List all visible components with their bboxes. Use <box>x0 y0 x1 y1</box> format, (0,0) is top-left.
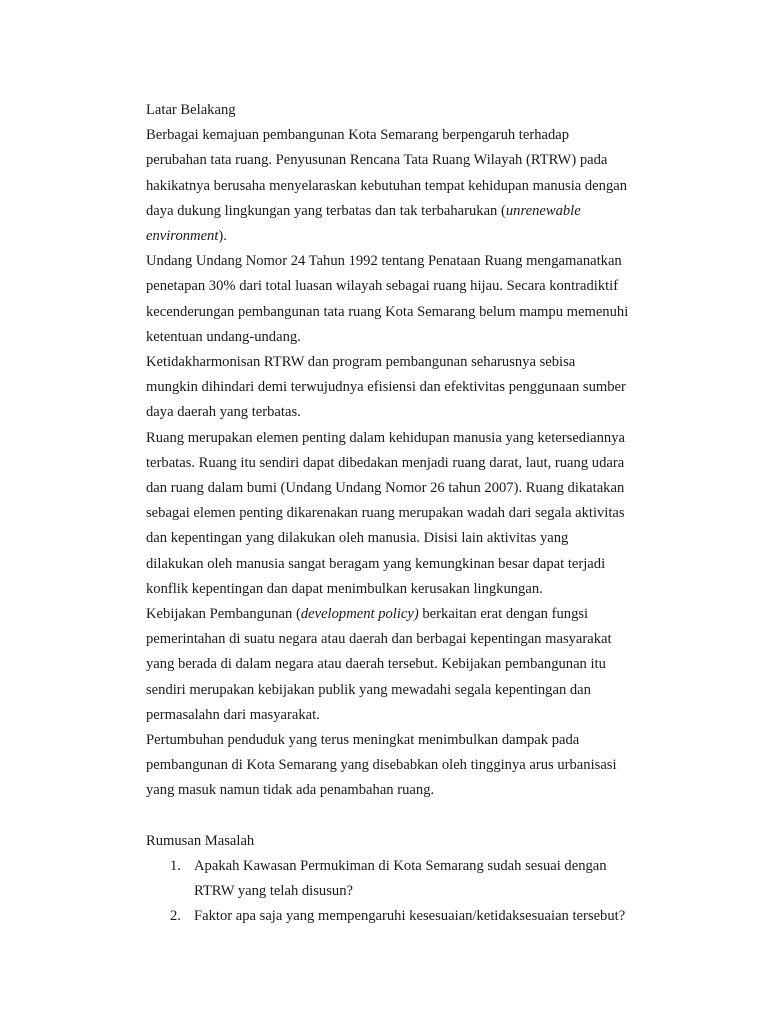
paragraph-2 <box>146 249 666 350</box>
text-line: RTRW yang telah disusun? <box>194 883 353 900</box>
list-number: 2. <box>170 908 181 925</box>
problem-list <box>146 854 666 930</box>
text-run: daya dukung lingkungan yang terbatas dan tak terbaharukan ( <box>146 202 506 219</box>
text-line: dilakukan oleh manusia sangat beragam yang kemungkinan besar dapat terjadi <box>146 555 606 572</box>
text-line <box>146 199 666 224</box>
list-item <box>146 904 666 929</box>
text-run: ). <box>218 228 227 245</box>
paragraph-3 <box>146 350 666 426</box>
text-line <box>146 602 666 627</box>
paragraph-1 <box>146 123 666 249</box>
text-line: terbatas. Ruang itu sendiri dapat dibedakan menjadi ruang darat, laut, ruang udara <box>146 454 625 471</box>
italic-term: development policy) <box>300 606 419 623</box>
document-page <box>146 98 666 930</box>
text-run: Kebijakan Pembangunan ( <box>146 606 301 623</box>
text-line: Ruang merupakan elemen penting dalam kehidupan manusia yang ketersediannya <box>146 429 625 446</box>
text-line: pembangunan di Kota Semarang yang disebabkan oleh tingginya arus urbanisasi <box>146 757 617 774</box>
text-run: berkaitan erat dengan fungsi <box>418 606 589 623</box>
paragraph-5 <box>146 602 666 728</box>
text-line: Pertumbuhan penduduk yang terus meningkat menimbulkan dampak pada <box>146 732 580 749</box>
text-line: ketentuan undang-undang. <box>146 328 301 345</box>
text-line: sebagai elemen penting dikarenakan ruang merupakan wadah dari segala aktivitas <box>146 505 625 522</box>
text-line: Ketidakharmonisan RTRW dan program pembangunan seharusnya sebisa <box>146 354 576 371</box>
section-heading-latar-belakang: Latar Belakang <box>146 102 236 118</box>
blank-line <box>146 804 666 829</box>
text-line <box>146 224 666 249</box>
text-line: hakikatnya berusaha menyelaraskan kebutuhan tempat kehidupan manusia dengan <box>146 177 628 194</box>
text-line: Berbagai kemajuan pembangunan Kota Semarang berpengaruh terhadap <box>146 127 570 144</box>
list-number: 1. <box>170 858 181 875</box>
text-line: penetapan 30% dari total luasan wilayah sebagai ruang hijau. Secara kontradiktif <box>146 278 619 295</box>
text-line: Faktor apa saja yang mempengaruhi kesesuaian/ketidaksesuaian tersebut? <box>194 908 626 925</box>
section-heading-rumusan-masalah: Rumusan Masalah <box>146 832 255 849</box>
text-line: perubahan tata ruang. Penyusunan Rencana Tata Ruang Wilayah (RTRW) pada <box>146 152 608 169</box>
text-line: pemerintahan di suatu negara atau daerah dan berbagai kepentingan masyarakat <box>146 631 612 648</box>
text-line: konflik kepentingan dan dapat menimbulkan kerusakan lingkungan. <box>146 580 543 597</box>
text-line: yang masuk namun tidak ada penambahan ruang. <box>146 782 435 799</box>
text-line: permasalahn dari masyarakat. <box>146 706 320 723</box>
text-line: daya daerah yang terbatas. <box>146 404 301 421</box>
text-line: sendiri merupakan kebijakan publik yang mewadahi segala kepentingan dan <box>146 681 591 698</box>
text-line: kecenderungan pembangunan tata ruang Kota Semarang belum mampu memenuhi <box>146 303 629 320</box>
text-line: dan ruang dalam bumi (Undang Undang Nomor 26 tahun 2007). Ruang dikatakan <box>146 480 625 497</box>
text-line: dan kepentingan yang dilakukan oleh manusia. Disisi lain aktivitas yang <box>146 530 569 547</box>
text-line: yang berada di dalam negara atau daerah tersebut. Kebijakan pembangunan itu <box>146 656 606 673</box>
italic-term: unrenewable <box>505 202 581 219</box>
italic-term: environment <box>146 228 219 245</box>
list-item <box>146 854 666 904</box>
paragraph-4 <box>146 426 666 602</box>
text-line: mungkin dihindari demi terwujudnya efisiensi dan efektivitas penggunaan sumber <box>146 379 626 396</box>
text-line: Undang Undang Nomor 24 Tahun 1992 tentang Penataan Ruang mengamanatkan <box>146 253 622 270</box>
text-line: Apakah Kawasan Permukiman di Kota Semarang sudah sesuai dengan <box>194 858 607 875</box>
paragraph-6 <box>146 728 666 804</box>
